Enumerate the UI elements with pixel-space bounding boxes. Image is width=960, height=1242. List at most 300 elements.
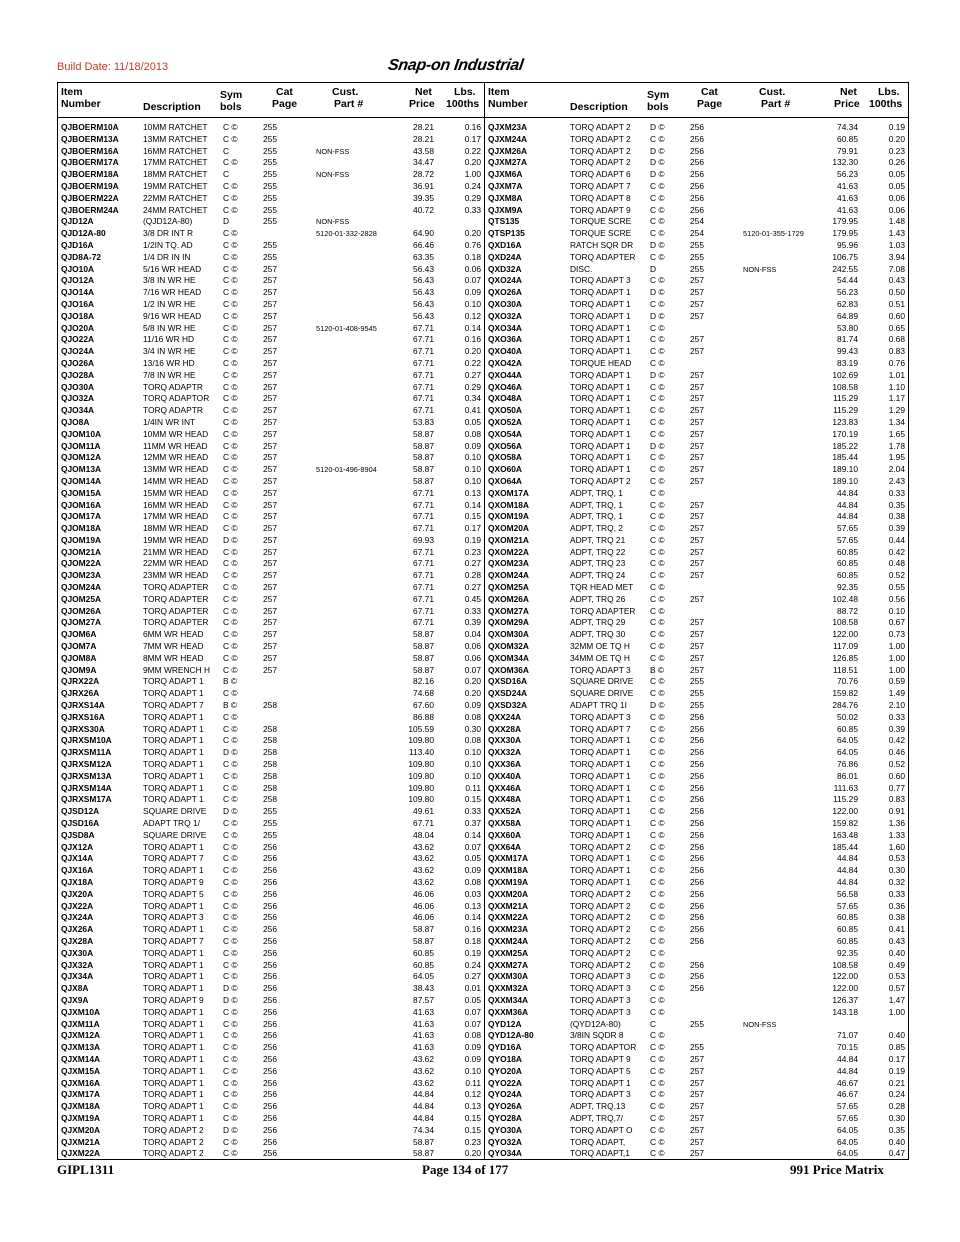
- symbols: C ©: [650, 806, 665, 817]
- table-row: [485, 676, 908, 688]
- table-row: [58, 323, 484, 335]
- net-price: 185.22: [832, 440, 858, 451]
- weight-lbs: 2.04: [888, 464, 905, 475]
- table-row: [485, 783, 908, 795]
- weight-lbs: 0.06: [888, 192, 905, 203]
- item-number: QXD32A: [488, 263, 522, 274]
- symbols: C ©: [650, 393, 665, 404]
- item-number: QJO14A: [61, 287, 95, 298]
- catalog-page: 257: [263, 275, 277, 286]
- item-number: QXOM22A: [488, 546, 529, 557]
- weight-lbs: 0.01: [464, 983, 481, 994]
- net-price: 132.30: [832, 157, 858, 168]
- description: TORQ ADAPT 1: [570, 735, 631, 746]
- header-item: Item: [61, 86, 83, 98]
- item-number: QXO30A: [488, 298, 522, 309]
- item-number: QXX58A: [488, 818, 522, 829]
- symbols: D: [650, 263, 657, 274]
- weight-lbs: 0.14: [464, 829, 481, 840]
- item-number: QXO46A: [488, 381, 522, 392]
- catalog-page: 257: [263, 346, 277, 357]
- weight-lbs: 0.17: [464, 523, 481, 534]
- item-number: QXOM19A: [488, 511, 529, 522]
- item-number: QXOM29A: [488, 617, 529, 628]
- net-price: 74.34: [413, 1124, 434, 1135]
- symbols: C ©: [650, 994, 665, 1005]
- item-number: QJX24A: [61, 912, 94, 923]
- table-row: [485, 842, 908, 854]
- symbols: C ©: [650, 381, 665, 392]
- catalog-page: 257: [263, 617, 277, 628]
- table-row: [58, 558, 484, 570]
- weight-lbs: 0.33: [464, 605, 481, 616]
- table-row: [58, 1054, 484, 1066]
- table-row: [58, 1125, 484, 1137]
- description: TORQ ADAPT 1: [143, 1089, 204, 1100]
- description: TORQ ADAPT 9: [570, 204, 631, 215]
- weight-lbs: 0.67: [888, 617, 905, 628]
- description: TORQ ADAPT 1: [143, 841, 204, 852]
- weight-lbs: 0.10: [464, 770, 481, 781]
- symbols: D ©: [650, 169, 665, 180]
- item-number: QJXM19A: [61, 1112, 101, 1123]
- weight-lbs: 1.33: [888, 829, 905, 840]
- symbols: C ©: [650, 652, 665, 663]
- description: ADPT, TRQ, 1: [570, 487, 623, 498]
- table-row: [485, 535, 908, 547]
- weight-lbs: 1.00: [888, 664, 905, 675]
- weight-lbs: 0.33: [888, 711, 905, 722]
- net-price: 60.85: [413, 947, 434, 958]
- catalog-page: 257: [690, 629, 704, 640]
- table-row: [485, 311, 908, 323]
- net-price: 56.43: [413, 263, 434, 274]
- symbols: C ©: [223, 759, 238, 770]
- weight-lbs: 0.83: [888, 794, 905, 805]
- table-row: [58, 264, 484, 276]
- net-price: 41.63: [413, 1006, 434, 1017]
- symbols: C ©: [223, 1006, 238, 1017]
- item-number: QJOM10A: [61, 428, 102, 439]
- catalog-page: 257: [263, 546, 277, 557]
- weight-lbs: 1.49: [888, 688, 905, 699]
- catalog-page: 256: [263, 994, 277, 1005]
- net-price: 117.09: [833, 641, 858, 652]
- net-price: 88.72: [837, 605, 858, 616]
- table-row: [485, 995, 908, 1007]
- item-number: QJOM7A: [61, 641, 97, 652]
- table-row: [58, 676, 484, 688]
- description: 13/16 WR HD: [143, 357, 195, 368]
- table-row: [58, 747, 484, 759]
- catalog-page: 257: [690, 593, 704, 604]
- catalog-page: 257: [690, 652, 704, 663]
- item-number: QXOM32A: [488, 641, 529, 652]
- item-number: QJOM17A: [61, 511, 102, 522]
- weight-lbs: 0.35: [888, 499, 905, 510]
- item-number: QJOM27A: [61, 617, 102, 628]
- table-row: [485, 393, 908, 405]
- weight-lbs: 0.33: [888, 888, 905, 899]
- description: TORQ ADAPT 1: [143, 723, 204, 734]
- table-row: [58, 653, 484, 665]
- description: 7/8 IN WR HE: [143, 369, 196, 380]
- net-price: 67.71: [413, 605, 434, 616]
- table-row: [58, 641, 484, 653]
- catalog-page: 256: [690, 818, 704, 829]
- net-price: 67.71: [413, 593, 434, 604]
- weight-lbs: 0.29: [464, 381, 481, 392]
- symbols: C ©: [223, 523, 238, 534]
- table-row: [485, 889, 908, 901]
- weight-lbs: 0.15: [464, 1124, 481, 1135]
- net-price: 67.71: [413, 346, 434, 357]
- table-row: [485, 523, 908, 535]
- weight-lbs: 1.60: [888, 841, 905, 852]
- catalog-page: 255: [690, 676, 704, 687]
- item-number: QXOM36A: [488, 664, 529, 675]
- table-row: [58, 960, 484, 972]
- symbols: C ©: [223, 782, 238, 793]
- symbols: C ©: [223, 829, 238, 840]
- description: TORQ ADAPT 1: [570, 369, 631, 380]
- symbols: C ©: [223, 428, 238, 439]
- item-number: QJX28A: [61, 935, 94, 946]
- weight-lbs: 0.32: [888, 877, 905, 887]
- description: 3/8 IN WR HE: [143, 275, 196, 286]
- description: TORQ ADAPT 9: [570, 1053, 631, 1064]
- table-row: [485, 169, 908, 181]
- weight-lbs: 0.46: [888, 747, 905, 758]
- table-row: [485, 865, 908, 877]
- catalog-page: 256: [263, 1018, 277, 1029]
- net-price: 109.80: [408, 770, 434, 781]
- symbols: C ©: [223, 546, 238, 557]
- net-price: 64.05: [837, 747, 858, 758]
- weight-lbs: 0.23: [888, 145, 905, 156]
- catalog-page: 256: [263, 1089, 277, 1100]
- symbols: C ©: [650, 1030, 665, 1041]
- table-row: [485, 712, 908, 724]
- description: TORQ ADAPT 7: [143, 853, 204, 864]
- item-number: QJX32A: [61, 959, 94, 970]
- net-price: 109.80: [408, 794, 434, 805]
- net-price: 60.85: [413, 959, 434, 970]
- item-number: QXOM30A: [488, 629, 529, 640]
- symbols: C ©: [650, 405, 665, 416]
- customer-part: NON-FSS: [316, 146, 350, 156]
- item-number: QJBOERM18A: [61, 169, 119, 180]
- item-number: QXOM24A: [488, 570, 529, 581]
- weight-lbs: 0.24: [464, 959, 481, 970]
- symbols: C ©: [223, 912, 238, 923]
- item-number: QJXM8A: [488, 192, 523, 203]
- table-row: [485, 570, 908, 582]
- table-row: [58, 617, 484, 629]
- description: 34MM OE TQ H: [570, 652, 630, 663]
- symbols: C ©: [223, 664, 238, 675]
- description: TORQ ADAPT 1: [143, 924, 204, 935]
- description: 3/8IN SQDR 8: [570, 1030, 624, 1041]
- symbols: C ©: [223, 157, 238, 168]
- catalog-page: 257: [690, 346, 704, 357]
- weight-lbs: 1.34: [888, 416, 905, 427]
- description: TORQ ADAPT 1: [570, 334, 631, 345]
- net-price: 58.87: [413, 1148, 434, 1159]
- item-number: QJO24A: [61, 346, 95, 357]
- symbols: C ©: [650, 1101, 665, 1112]
- symbols: C ©: [223, 570, 238, 581]
- catalog-page: 256: [690, 959, 704, 970]
- weight-lbs: 0.68: [888, 334, 905, 345]
- table-row: [58, 535, 484, 547]
- symbols: C ©: [650, 357, 665, 368]
- weight-lbs: 0.06: [464, 263, 481, 274]
- table-row: [485, 405, 908, 417]
- description: 10MM WR HEAD: [143, 428, 209, 439]
- net-price: 74.68: [413, 688, 434, 699]
- symbols: C ©: [223, 133, 238, 144]
- item-number: QXOM21A: [488, 534, 529, 545]
- item-number: QXD24A: [488, 251, 522, 262]
- description: 19MM WR HEAD: [143, 534, 209, 545]
- table-row: [58, 488, 484, 500]
- symbols: C ©: [650, 593, 665, 604]
- description: TORQ ADAPT 1: [143, 1101, 204, 1112]
- net-price: 53.80: [837, 322, 858, 333]
- net-price: 92.35: [837, 582, 858, 593]
- catalog-page: 257: [690, 1065, 704, 1076]
- symbols: C ©: [650, 853, 665, 864]
- weight-lbs: 0.39: [888, 523, 905, 534]
- symbols: C ©: [650, 464, 665, 475]
- description: TORQ ADAPT 2: [570, 959, 631, 970]
- symbols: C ©: [223, 558, 238, 569]
- item-number: QXO64A: [488, 475, 522, 486]
- symbols: C ©: [223, 1148, 238, 1159]
- description: TORQ ADAPTR: [143, 381, 203, 392]
- catalog-page: 257: [263, 570, 277, 581]
- description: TORQ ADAPT 1: [570, 440, 631, 451]
- weight-lbs: 0.11: [465, 1077, 481, 1088]
- item-number: QYD16A: [488, 1042, 522, 1053]
- weight-lbs: 0.14: [464, 912, 481, 923]
- item-number: QXO34A: [488, 322, 522, 333]
- table-row: [485, 594, 908, 606]
- description: TORQUE HEAD: [570, 357, 632, 368]
- description: TORQ ADAPT 1: [570, 310, 631, 321]
- weight-lbs: 1.00: [888, 641, 905, 652]
- weight-lbs: 0.27: [464, 582, 481, 593]
- net-price: 56.58: [837, 888, 858, 899]
- item-number: QJRXSM11A: [61, 747, 112, 758]
- table-row: [58, 169, 484, 181]
- net-price: 122.00: [832, 983, 858, 994]
- symbols: C ©: [223, 393, 238, 404]
- catalog-page: 256: [690, 935, 704, 946]
- table-row: [58, 971, 484, 983]
- description: TORQ ADAPT 1: [143, 947, 204, 958]
- weight-lbs: 0.10: [464, 298, 481, 309]
- table-row: [58, 948, 484, 960]
- catalog-page: 255: [690, 688, 704, 699]
- description: 1/4IN WR INT: [143, 416, 196, 427]
- item-number: QXX30A: [488, 735, 522, 746]
- item-number: QJRXSM13A: [61, 770, 112, 781]
- net-price: 41.63: [413, 1042, 434, 1053]
- weight-lbs: 0.30: [888, 865, 905, 876]
- net-price: 70.76: [837, 676, 858, 687]
- symbols: C ©: [650, 605, 665, 616]
- item-number: QXSD16A: [488, 676, 528, 687]
- weight-lbs: 0.05: [464, 853, 481, 864]
- item-number: QYO32A: [488, 1136, 522, 1147]
- net-price: 170.19: [832, 428, 858, 439]
- net-price: 28.21: [413, 122, 434, 132]
- item-number: QJXM26A: [488, 145, 528, 156]
- item-number: QJXM14A: [61, 1053, 101, 1064]
- description: TORQ ADAPT 6: [570, 169, 631, 180]
- item-number: QJOM9A: [61, 664, 97, 675]
- symbols: C ©: [223, 947, 238, 958]
- catalog-page: 256: [263, 900, 277, 911]
- description: RATCH SQR DR: [570, 239, 634, 250]
- description: 13MM RATCHET: [143, 133, 208, 144]
- table-row: [485, 912, 908, 924]
- weight-lbs: 0.36: [888, 900, 905, 911]
- catalog-page: 256: [263, 1065, 277, 1076]
- table-row: [58, 582, 484, 594]
- net-price: 106.75: [832, 251, 858, 262]
- weight-lbs: 0.45: [464, 593, 481, 604]
- weight-lbs: 0.10: [464, 759, 481, 770]
- catalog-page: 256: [690, 900, 704, 911]
- weight-lbs: 0.30: [464, 723, 481, 734]
- description: 24MM RATCHET: [143, 204, 208, 215]
- description: TORQ ADAPT 1: [570, 322, 631, 333]
- table-row: [485, 511, 908, 523]
- description: TORQ ADAPT 1: [143, 711, 204, 722]
- net-price: 58.87: [413, 475, 434, 486]
- weight-lbs: 1.01: [888, 369, 905, 380]
- item-number: QJBOERM13A: [61, 133, 119, 144]
- symbols: D ©: [650, 122, 665, 132]
- description: TORQ ADAPT 2: [570, 145, 631, 156]
- catalog-page: 257: [263, 641, 277, 652]
- item-number: QJXM18A: [61, 1101, 101, 1112]
- description: 3/8 DR INT R: [143, 228, 194, 239]
- weight-lbs: 0.08: [464, 735, 481, 746]
- item-number: QJX12A: [61, 841, 94, 852]
- net-price: 102.69: [832, 369, 858, 380]
- net-price: 58.87: [413, 428, 434, 439]
- catalog-page: 256: [690, 180, 704, 191]
- net-price: 108.58: [832, 617, 858, 628]
- symbols: C ©: [650, 794, 665, 805]
- weight-lbs: 1.95: [888, 452, 905, 463]
- symbols: C ©: [650, 1065, 665, 1076]
- weight-lbs: 0.23: [464, 546, 481, 557]
- weight-lbs: 2.10: [888, 700, 905, 711]
- description: ADPT, TRQ 22: [570, 546, 626, 557]
- item-number: QXX52A: [488, 806, 522, 817]
- symbols: C ©: [650, 617, 665, 628]
- weight-lbs: 0.14: [464, 499, 481, 510]
- symbols: C ©: [223, 204, 238, 215]
- table-row: [485, 252, 908, 264]
- net-price: 86.88: [413, 711, 434, 722]
- symbols: C ©: [650, 180, 665, 191]
- table-row: [485, 240, 908, 252]
- item-number: QTSP135: [488, 228, 525, 239]
- weight-lbs: 0.20: [464, 688, 481, 699]
- item-number: QXO58A: [488, 452, 522, 463]
- weight-lbs: 1.03: [888, 239, 905, 250]
- header-lbs: Lbs.: [454, 86, 476, 98]
- item-number: QXO60A: [488, 464, 522, 475]
- description: ADPT, TRQ 26: [570, 593, 626, 604]
- description: TORQ ADAPT 2: [143, 1148, 204, 1159]
- net-price: 56.43: [413, 287, 434, 298]
- weight-lbs: 0.09: [464, 700, 481, 711]
- catalog-page: 254: [690, 228, 704, 239]
- symbols: C ©: [650, 877, 665, 887]
- catalog-page: 256: [690, 204, 704, 215]
- weight-lbs: 0.05: [464, 416, 481, 427]
- weight-lbs: 0.08: [464, 428, 481, 439]
- weight-lbs: 0.56: [888, 593, 905, 604]
- table-row: [485, 1054, 908, 1066]
- item-number: QXOM20A: [488, 523, 529, 534]
- customer-part: NON-FSS: [316, 170, 350, 180]
- net-price: 143.18: [832, 1006, 858, 1017]
- table-row: [58, 393, 484, 405]
- symbols: C ©: [650, 558, 665, 569]
- net-price: 58.87: [413, 935, 434, 946]
- weight-lbs: 0.03: [464, 888, 481, 899]
- net-price: 67.71: [413, 322, 434, 333]
- symbols: C ©: [650, 924, 665, 935]
- symbols: C ©: [223, 1030, 238, 1041]
- header-item: Item: [488, 86, 510, 98]
- description: ADAPT TRQ 1I: [570, 700, 627, 711]
- weight-lbs: 0.76: [464, 239, 481, 250]
- table-row: [485, 971, 908, 983]
- symbols: C ©: [223, 1089, 238, 1100]
- weight-lbs: 0.60: [888, 310, 905, 321]
- item-number: QXOM34A: [488, 652, 529, 663]
- item-number: QJXM13A: [61, 1042, 101, 1053]
- symbols: D ©: [223, 806, 238, 817]
- description: TORQ ADAPT 1: [143, 983, 204, 994]
- description: TORQ ADAPT 1: [570, 818, 631, 829]
- weight-lbs: 0.39: [888, 723, 905, 734]
- description: TORQ ADAPT 2: [570, 935, 631, 946]
- description: TORQ ADAPT 9: [143, 877, 204, 887]
- table-row: [485, 275, 908, 287]
- symbols: C ©: [223, 1077, 238, 1088]
- description: TORQ ADAPT 1: [143, 759, 204, 770]
- catalog-page: 256: [263, 1030, 277, 1041]
- table-row: [485, 853, 908, 865]
- item-number: QJRXSM12A: [61, 759, 112, 770]
- table-row: [485, 558, 908, 570]
- description: TORQ ADAPT O: [570, 1124, 633, 1135]
- item-number: QJD16A: [61, 239, 94, 250]
- table-row: [485, 488, 908, 500]
- catalog-page: 256: [263, 959, 277, 970]
- net-price: 44.84: [837, 877, 858, 887]
